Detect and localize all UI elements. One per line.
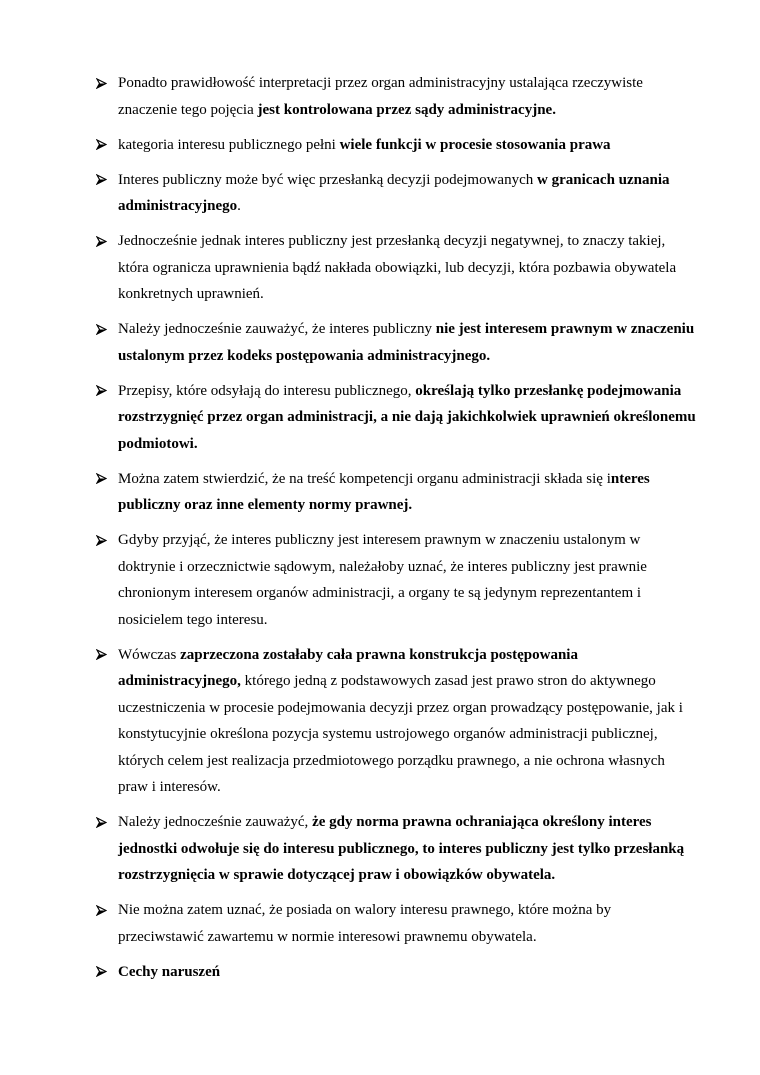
bullet-item xyxy=(96,167,696,220)
bullet-item xyxy=(96,228,696,308)
bullet-item xyxy=(96,316,696,369)
arrow-bullet-icon xyxy=(96,132,110,159)
text: Można zatem stwierdzić, że na treść kompetencji organu administracji składa się i xyxy=(118,470,611,487)
bullet-item xyxy=(96,959,696,986)
arrow-bullet-icon xyxy=(96,897,110,924)
text: Należy jednocześnie zauważyć, xyxy=(118,814,313,830)
text: Wówczas xyxy=(118,646,181,663)
arrow-bullet-icon xyxy=(96,466,110,493)
bold-text: jest kontrolowana przez sądy administracyjne. xyxy=(257,101,556,118)
text: Jednocześnie jednak interes publiczny jest przesłanką decyzji negatywnej, to znaczy takiej, która ogranicza uprawnienia bądź nakłada obowiązki, lub decyzji, która pozbawia obywatela konkretnych uprawnień. xyxy=(118,233,677,302)
arrow-bullet-icon xyxy=(96,527,110,554)
bullet-list xyxy=(96,70,696,994)
text: Należy jednocześnie zauważyć, że interes publiczny xyxy=(118,321,436,337)
text: Gdyby przyjąć, że interes publiczny jest interesem prawnym w znaczeniu ustalonym w doktrynie i orzecznictwie sądowym, należałoby uznać, że interes publiczny jest prawnie chronionym interesem organów administracji, a organy te są jedynym reprezentantem i nosicielem tego interesu. xyxy=(118,532,647,628)
bullet-item xyxy=(96,378,696,458)
bold-text: Cechy naruszeń xyxy=(118,963,221,980)
bold-text: określają tylko przesłankę podejmowania rozstrzygnięć przez organ administracji, a nie dają jakichkolwiek uprawnień określonemu podmiotowi. xyxy=(118,382,696,452)
arrow-bullet-icon xyxy=(96,70,110,97)
arrow-bullet-icon xyxy=(96,809,110,836)
text: kategoria interesu publicznego pełni xyxy=(118,136,340,153)
text: którego jedną z podstawowych zasad jest prawo stron do aktywnego uczestniczenia w procesie podejmowania decyzji przez organ prowadzący postępowanie, jak i konstytucyjnie określona pozycja systemu ustrojowego organów administracji publicznej, których celem jest realizacja przedmiotowego porządku prawnego, a nie ochrona własnych praw i interesów. xyxy=(118,673,683,795)
text: Nie można zatem uznać, że posiada on walory interesu prawnego, które można by przeciwstawić zawartemu w normie interesowi prawnemu obywatela. xyxy=(118,902,612,945)
bullet-item xyxy=(96,809,696,889)
text: Przepisy, które odsyłają do interesu publicznego, xyxy=(118,382,416,399)
arrow-bullet-icon xyxy=(96,378,110,405)
bold-text: nie jest interesem prawnym w znaczeniu ustalonym przez kodeks postępowania administracyjnego. xyxy=(118,321,695,364)
bold-text: że gdy norma prawna ochraniająca określony interes jednostki odwołuje się do interesu publicznego, to interes publiczny jest tylko przesłanką rozstrzygnięcia w sprawie dotyczącej praw i obowiązków obywatela. xyxy=(118,814,685,883)
bullet-item xyxy=(96,642,696,801)
bullet-item xyxy=(96,132,696,159)
arrow-bullet-icon xyxy=(96,167,110,194)
bullet-item xyxy=(96,527,696,633)
bullet-item xyxy=(96,466,696,519)
text: Interes publiczny może być więc przesłanką decyzji podejmowanych xyxy=(118,171,537,188)
bold-text: w granicach uznania administracyjnego xyxy=(118,171,670,214)
bullet-item xyxy=(96,897,696,950)
arrow-bullet-icon xyxy=(96,959,110,986)
arrow-bullet-icon xyxy=(96,642,110,669)
bold-text: zaprzeczona zostałaby cała prawna konstrukcja postępowania administracyjnego, xyxy=(118,646,578,689)
bold-text: wiele funkcji w procesie stosowania prawa xyxy=(339,136,611,153)
text: Ponadto prawidłowość interpretacji przez organ administracyjny ustalająca rzeczywiste znaczenie tego pojęcia xyxy=(118,75,643,118)
arrow-bullet-icon xyxy=(96,228,110,255)
arrow-bullet-icon xyxy=(96,316,110,343)
bullet-item xyxy=(96,70,696,123)
bold-text: nteres publiczny oraz inne elementy normy prawnej. xyxy=(118,470,650,513)
text: . xyxy=(237,198,241,214)
